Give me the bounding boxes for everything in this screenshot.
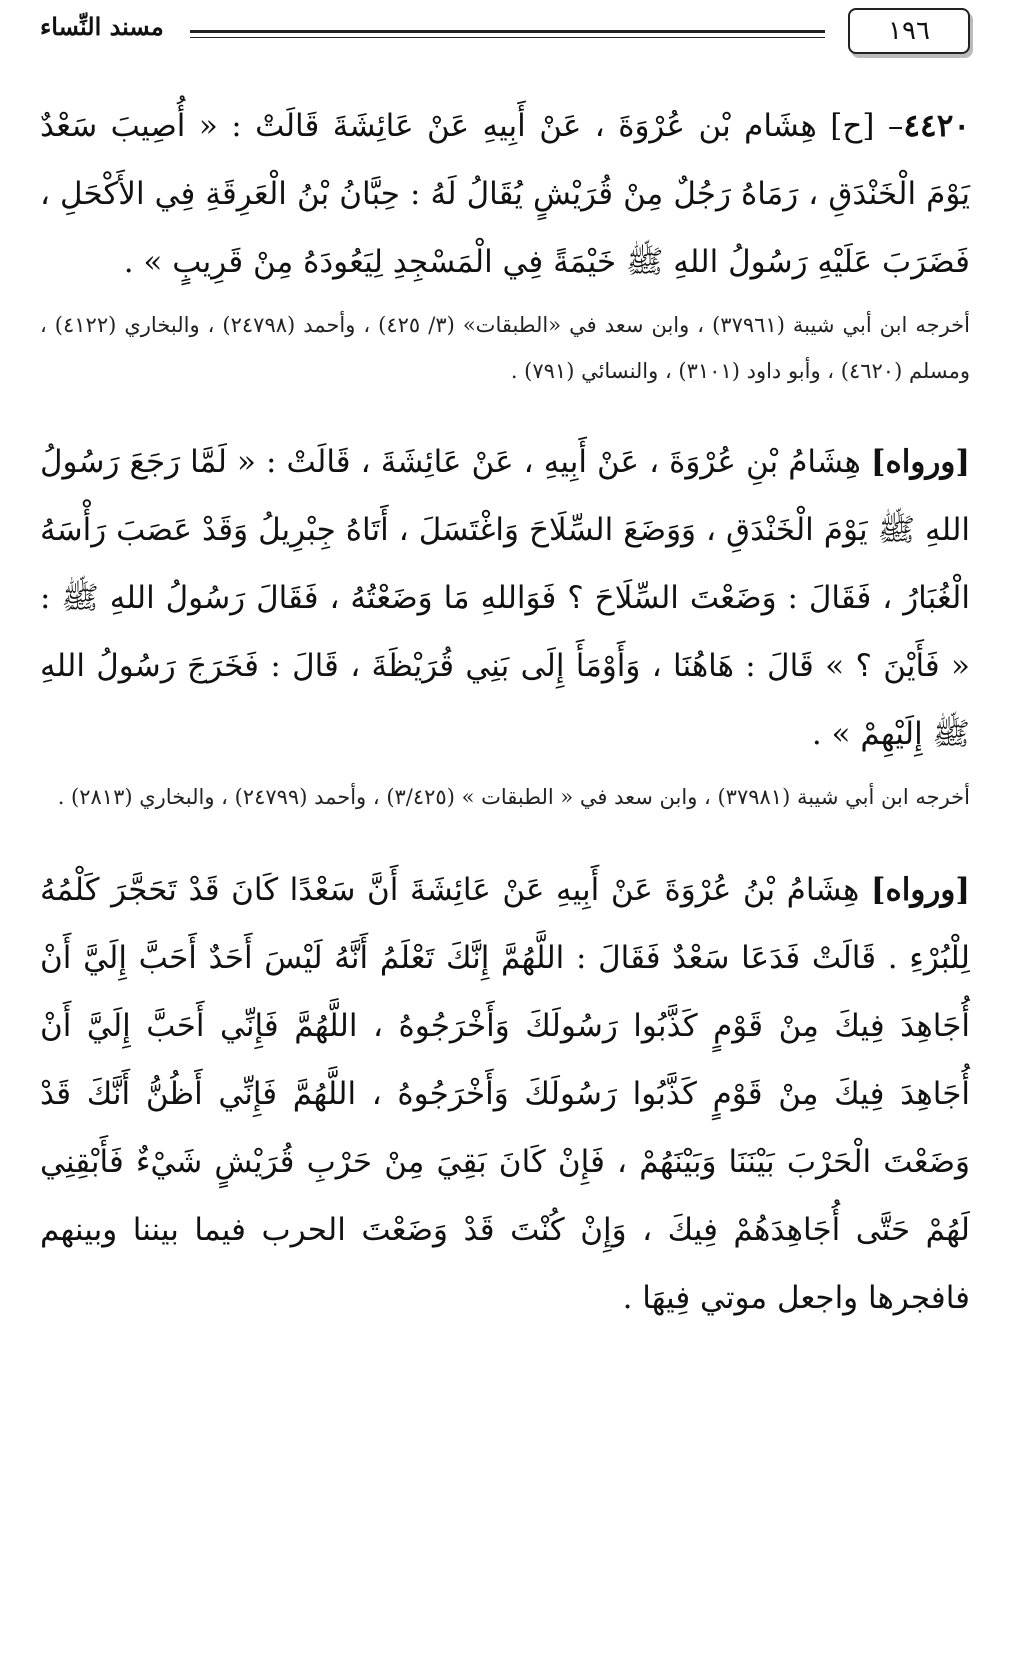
hadith-riwaya-3 bbox=[40, 856, 970, 1332]
hadith-number: ٤٤٢٠ bbox=[903, 108, 970, 144]
hadith-takhrij: أخرجه ابن أبي شيبة (٣٧٩٨١) ، وابن سعد في « الطبقات » (٣/٤٢٥) ، وأحمد (٢٤٧٩٩) ، والبخاري (٢٨١٣) . bbox=[57, 785, 970, 809]
hadith-takhrij: أخرجه ابن أبي شيبة (٣٧٩٦١) ، وابن سعد في «الطبقات» (٣/ ٤٢٥) ، وأحمد (٢٤٧٩٨) ، والبخاري (٤١٢٢) ، ومسلم (٤٦٢٠) ، وأبو داود (٣١٠١) ، والنسائي (٧٩١) . bbox=[40, 313, 971, 383]
hadith-riwaya-2 bbox=[40, 428, 970, 768]
riwaya-lead: [ورواه] bbox=[870, 444, 970, 480]
header-rule-thin bbox=[190, 37, 825, 38]
section-spacer bbox=[40, 820, 970, 856]
page-number: ١٩٦ bbox=[848, 8, 970, 54]
hadith-text: – [ح] هِشَام بْن عُرْوَةَ ، عَنْ أَبِيهِ عَنْ عَائِشَةَ قَالَتْ : « أُصِيبَ سَعْدٌ يَوْمَ الْخَنْدَقِ ، رَمَاهُ رَجُلٌ مِنْ قُرَيْشٍ يُقَالُ لَهُ : حِبَّانُ بْنُ الْعَرِقَةِ فِي الأَكْحَلِ ، فَضَرَبَ عَلَيْهِ رَسُولُ اللهِ ﷺ خَيْمَةً فِي الْمَسْجِدِ لِيَعُودَهُ مِنْ قَرِيبٍ » . bbox=[40, 108, 970, 280]
hadith-text: هِشَامُ بْنِ عُرْوَةَ ، عَنْ أَبِيهِ ، عَنْ عَائِشَةَ ، قَالَتْ : « لَمَّا رَجَعَ رَسُولُ اللهِ ﷺ يَوْمَ الْخَنْدَقِ ، وَوَضَعَ السِّلَاحَ وَاغْتَسَلَ ، أَتَاهُ جِبْرِيلُ وَقَدْ عَصَبَ رَأْسَهُ الْغُبَارُ ، فَقَالَ : وَضَعْتَ السِّلَاحَ ؟ فَوَاللهِ مَا وَضَعْتُهُ ، فَقَالَ رَسُولُ اللهِ ﷺ : « فَأَيْنَ ؟ » قَالَ : هَاهُنَا ، وَأَوْمَأَ إِلَى بَنِي قُرَيْظَةَ ، قَالَ : فَخَرَجَ رَسُولُ اللهِ ﷺ إِلَيْهِمْ » . bbox=[40, 444, 971, 752]
running-title: مسند النِّساء bbox=[40, 12, 164, 41]
riwaya-lead: [ورواه] bbox=[870, 872, 970, 908]
page-header bbox=[40, 8, 970, 58]
page-content bbox=[40, 92, 970, 1332]
header-rule bbox=[190, 30, 825, 33]
hadith-text: هِشَامُ بْنُ عُرْوَةَ عَنْ أَبِيهِ عَنْ عَائِشَةَ أَنَّ سَعْدًا كَانَ قَدْ تَحَجَّرَ كَلْمُهُ لِلْبُرْءِ . قَالَتْ فَدَعَا سَعْدٌ فَقَالَ : اللَّهُمَّ إِنَّكَ تَعْلَمُ أَنَّهُ لَيْسَ أَحَدٌ أَحَبَّ إِلَيَّ أَنْ أُجَاهِدَ فِيكَ مِنْ قَوْمٍ كَذَّبُوا رَسُولَكَ وَأَخْرَجُوهُ ، اللَّهُمَّ فَإِنِّي أَحَبَّ إِلَيَّ أَنْ أُجَاهِدَ فِيكَ مِنْ قَوْمٍ كَذَّبُوا رَسُولَكَ وَأَخْرَجُوهُ ، اللَّهُمَّ فَإِنِّي أَظُنُّ أَنَّكَ قَدْ وَضَعْتَ الْحَرْبَ بَيْنَنَا وَبَيْنَهُمْ ، فَإِنْ كَانَ بَقِيَ مِنْ حَرْبِ قُرَيْشٍ شَيْءٌ فَأَبْقِنِي لَهُمْ حَتَّى أُجَاهِدَهُمْ فِيكَ ، وَإِنْ كُنْتَ قَدْ وَضَعْتَ الحرب فيما بيننا وبينهم فافجرها واجعل موتي فِيهَا . bbox=[40, 872, 970, 1316]
section-spacer bbox=[40, 394, 970, 428]
hadith-4420 bbox=[40, 92, 970, 296]
